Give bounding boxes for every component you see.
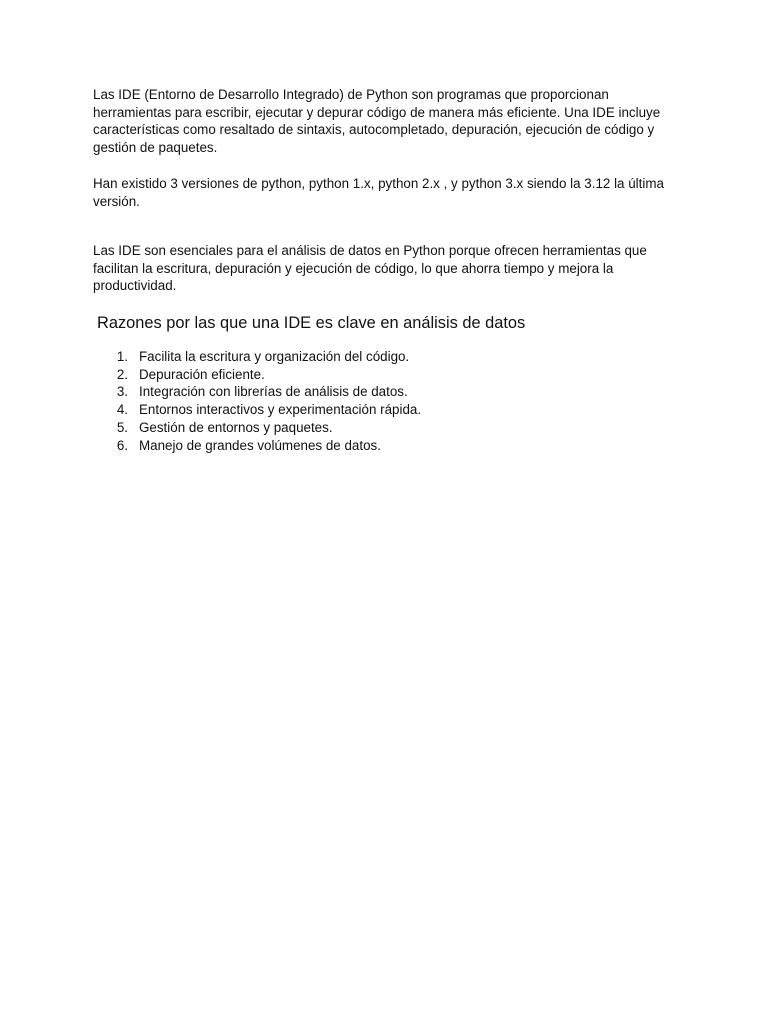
reasons-heading: Razones por las que una IDE es clave en análisis de datos (97, 314, 526, 332)
list-item-text: Facilita la escritura y organización del código. (139, 349, 410, 364)
list-item (110, 348, 421, 366)
list-item-text: Depuración eficiente. (139, 366, 265, 382)
list-item-text: Manejo de grandes volúmenes de datos. (139, 437, 381, 453)
list-item-number: 3. (116, 384, 128, 400)
list-item-text: Gestión de entornos y paquetes. (139, 419, 333, 435)
list-item-number: 4. (116, 402, 128, 418)
list-item (110, 437, 421, 455)
list-item-text: Integración con librerías de análisis de datos. (139, 384, 408, 400)
list-item (110, 401, 421, 419)
list-item-number: 5. (116, 419, 128, 435)
list-item-text: Entornos interactivos y experimentación rápida. (139, 402, 422, 418)
list-item-number: 2. (116, 366, 128, 382)
intro-paragraph: Las IDE (Entorno de Desarrollo Integrado) de Python son programas que proporcionan herramientas para escribir, ejecutar y depurar código de manera más eficiente. Una IDE incluye características como resaltado de sintaxis, autocompletado, depuración, ejecución de código y gestión de paquetes. (93, 87, 661, 155)
list-item-number: 1. (116, 349, 128, 364)
reasons-list (110, 348, 421, 454)
list-item (110, 419, 421, 437)
versions-paragraph: Han existido 3 versiones de python, python 1.x, python 2.x , y python 3.x siendo la 3.12 la última versión. (93, 176, 664, 209)
importance-paragraph: Las IDE son esenciales para el análisis de datos en Python porque ofrecen herramientas que facilitan la escritura, depuración y ejecución de código, lo que ahorra tiempo y mejora la productividad. (93, 243, 647, 294)
list-item (110, 366, 421, 384)
list-item-number: 6. (116, 437, 128, 453)
list-item (110, 383, 421, 401)
